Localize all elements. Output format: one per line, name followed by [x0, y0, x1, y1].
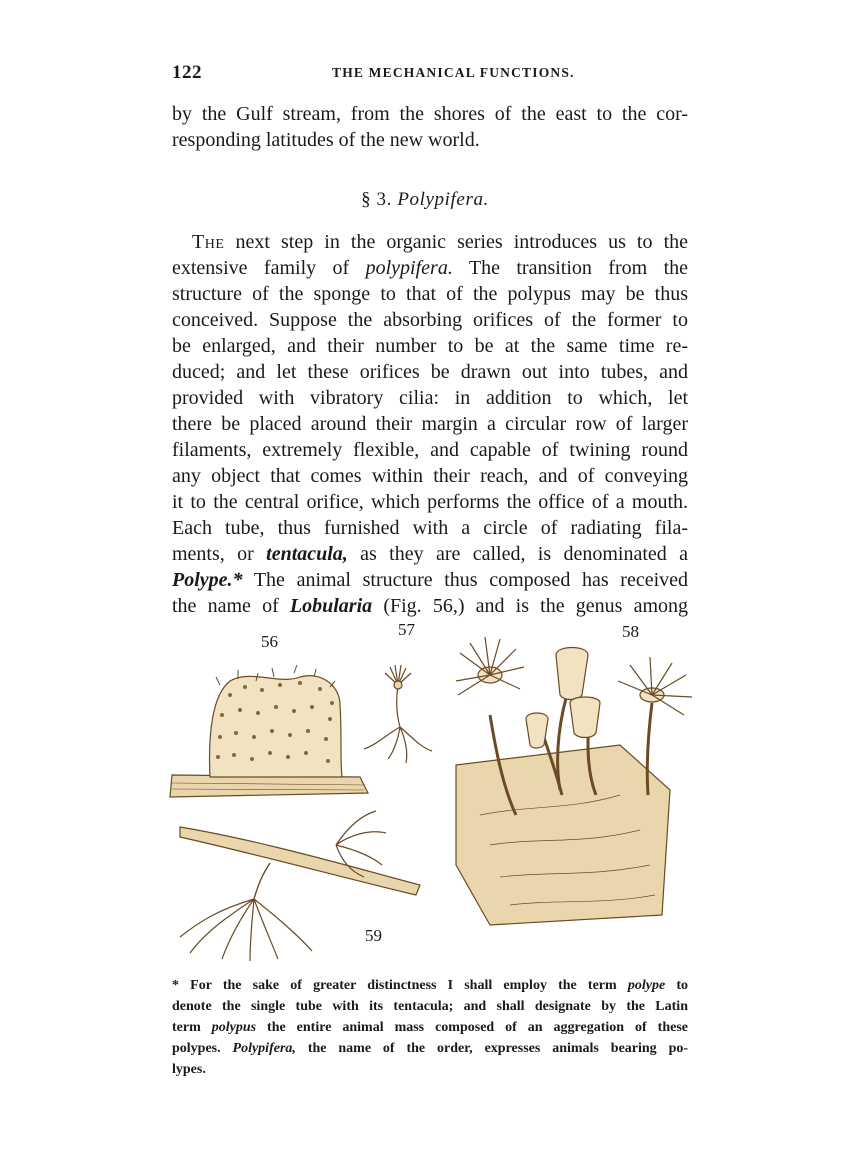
figure-58-polyp-group — [456, 637, 692, 925]
figure-label-57: 57 — [398, 620, 415, 639]
section-number: § 3. — [361, 189, 392, 210]
text-line: extensive family of polypifera. The transition from the — [172, 257, 689, 279]
page-header — [172, 62, 692, 86]
text-line: there be placed around their margin a circular row of larger — [172, 413, 688, 435]
term-lobularia: Lobularia — [289, 595, 373, 617]
text-line: filaments, extremely flexible, and capable of twining round — [172, 439, 688, 461]
dropcap-word: The — [192, 231, 225, 253]
text-line: provided with vibratory cilia: in addition to which, let — [172, 387, 688, 409]
term-tentacula: tentacula, — [266, 543, 348, 565]
figure-label-56: 56 — [261, 632, 278, 651]
term-polype: Polype.* — [172, 569, 243, 591]
page-number: 122 — [172, 62, 202, 83]
paragraph-polypifera — [172, 229, 688, 619]
text-line: conceived. Suppose the absorbing orifices of the former to — [172, 309, 688, 331]
figure-label-58: 58 — [622, 622, 639, 641]
footnote-line: polypes. Polypifera, the name of the order, expresses animals bearing po- — [172, 1041, 689, 1056]
illustration-plate — [150, 615, 710, 970]
text-line: The next step in the organic series introduces us to the — [192, 231, 689, 253]
text-line: Each tube, thus furnished with a circle of radiating fila- — [172, 517, 688, 539]
footnote — [172, 975, 688, 1080]
figure-57-polyp — [364, 665, 432, 763]
footnote-line: * For the sake of greater distinctness I shall employ the term polype to — [172, 978, 688, 993]
paragraph-continuation — [172, 101, 688, 153]
figure-56-lobularia — [170, 665, 368, 797]
running-title: THE MECHANICAL FUNCTIONS. — [332, 65, 575, 80]
figure-59-stem — [180, 811, 420, 961]
text-line: ments, or tentacula, as they are called, is denominated a — [172, 543, 689, 565]
text-line: responding latitudes of the new world. — [172, 129, 480, 151]
text-line: the name of Lobularia (Fig. 56,) and is the genus among — [172, 595, 689, 617]
section-title: Polypifera. — [397, 189, 489, 210]
text-line: structure of the sponge to that of the polypus may be thus — [172, 283, 688, 305]
figure-label-59: 59 — [365, 926, 382, 945]
text-line: duced; and let these orifices be drawn out into tubes, and — [172, 361, 688, 383]
text-line: any object that comes within their reach, and of conveying — [172, 465, 688, 487]
footnote-line: denote the single tube with its tentacula; and shall designate by the Latin — [172, 999, 688, 1014]
text-line: be enlarged, and their number to be at the same time re- — [172, 335, 688, 357]
term-polypifera: polypifera. — [365, 257, 453, 279]
footnote-line: term polypus the entire animal mass composed of an aggregation of these — [172, 1020, 688, 1035]
text-line: it to the central orifice, which performs the office of a mouth. — [172, 491, 688, 513]
text-line: by the Gulf stream, from the shores of the east to the cor- — [172, 103, 688, 125]
section-heading — [0, 189, 850, 211]
footnote-line: lypes. — [172, 1062, 206, 1077]
text-line: Polype.* The animal structure thus composed has received — [172, 569, 689, 591]
